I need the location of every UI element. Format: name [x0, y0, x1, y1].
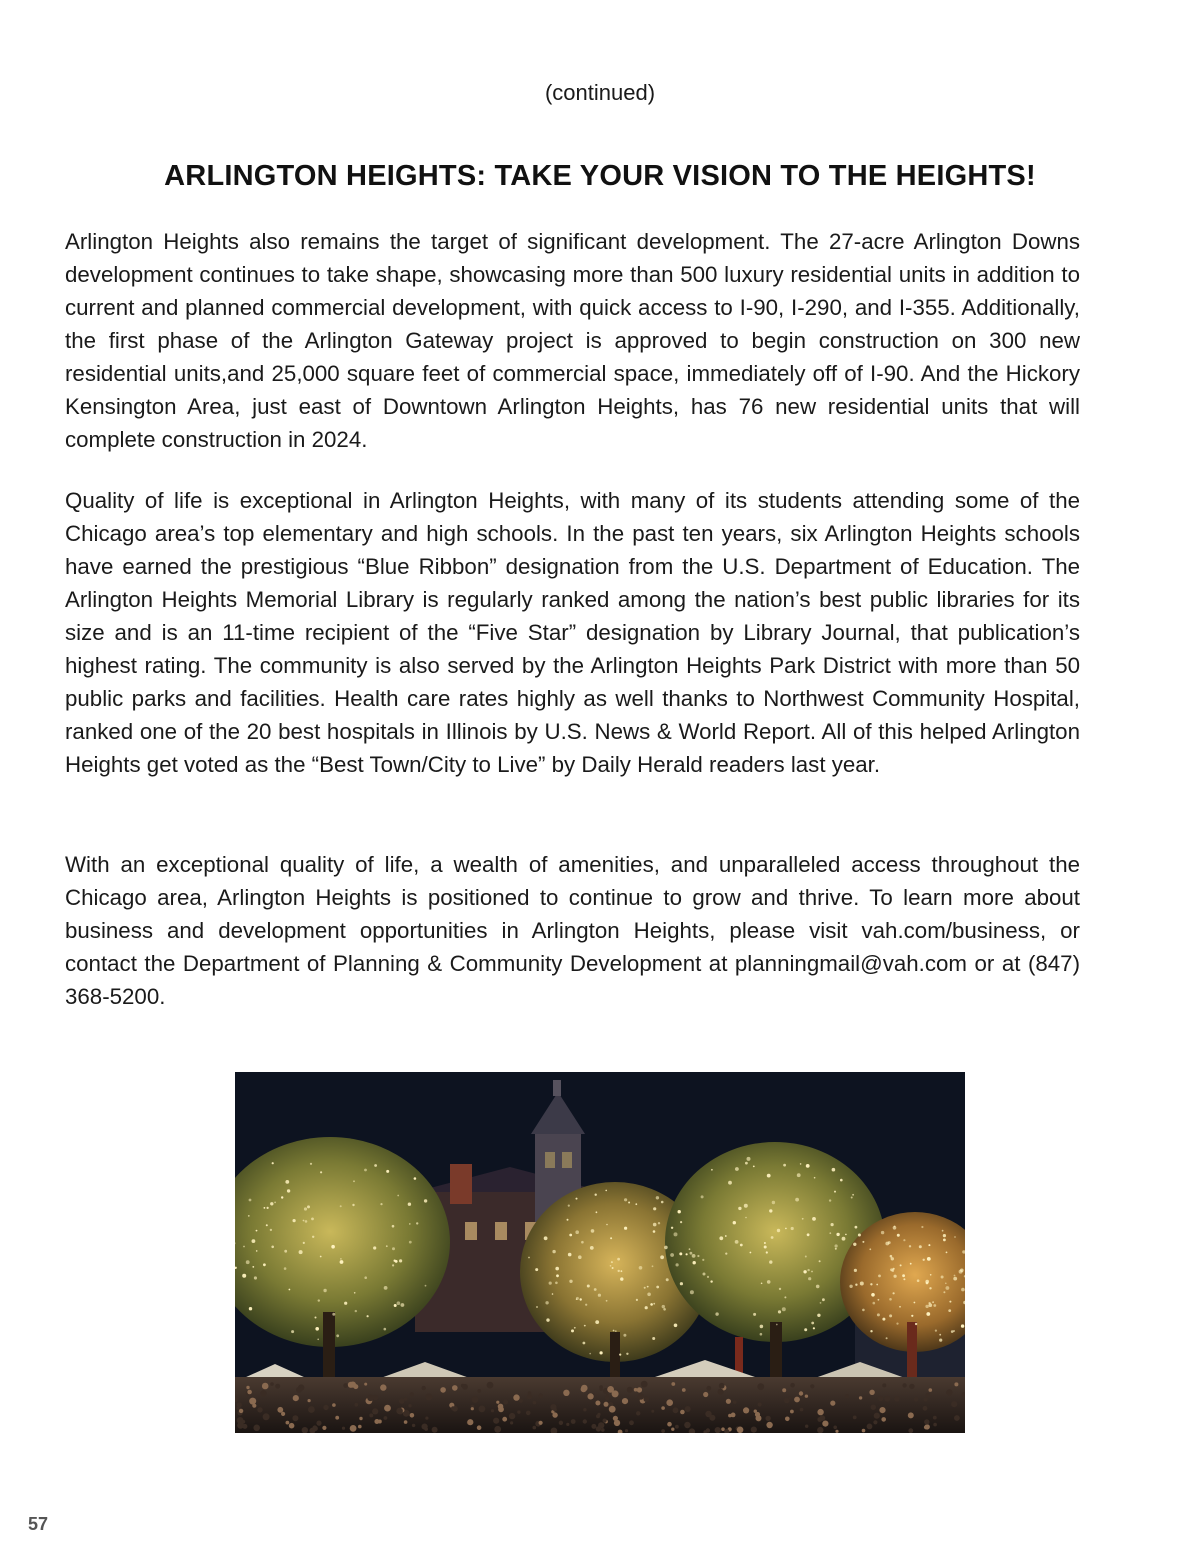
festival-night-photo	[235, 1072, 965, 1433]
page-number: 57	[28, 1514, 49, 1534]
article-title: ARLINGTON HEIGHTS: TAKE YOUR VISION TO THE HEIGHTS!	[164, 160, 1036, 192]
article-paragraph-2: Quality of life is exceptional in Arlington Heights, with many of its students attending some of the Chicago area’s top elementary and high schools. In the past ten years, six Arlington Heights schools have earned the prestigious “Blue Ribbon” designation from the U.S. Department of Education. The Arlington Heights Memorial Library is regularly ranked among the nation’s best public libraries for its size and is an 11-time recipient of the “Five Star” designation by Library Journal, that publication’s highest rating. The community is also served by the Arlington Heights Park District with more than 50 public parks and facilities. Health care rates highly as well thanks to Northwest Community Hospital, ranked one of the 20 best hospitals in Illinois by U.S. News & World Report. All of this helped Arlington Heights get voted as the “Best Town/City to Live” by Daily Herald readers last year.	[65, 488, 1080, 777]
article-paragraph-1: Arlington Heights also remains the target of significant development. The 27-acre Arlington Downs development continues to take shape, showcasing more than 500 luxury residential units in addition to current and planned commercial development, with quick access to I-90, I-290, and I-355. Additionally, the first phase of the Arlington Gateway project is approved to begin construction on 300 new residential units,and 25,000 square feet of commercial space, immediately off of I-90. And the Hickory Kensington Area, just east of Downtown Arlington Heights, has 76 new residential units that will complete construction in 2024.	[65, 229, 1080, 452]
continued-label: (continued)	[544, 80, 656, 105]
article-paragraph-3: With an exceptional quality of life, a wealth of amenities, and unparalleled access throughout the Chicago area, Arlington Heights is positioned to continue to grow and thrive. To learn more about business and development opportunities in Arlington Heights, please visit vah.com/business, or contact the Department of Planning & Community Development at planningmail@vah.com or at (847) 368-5200.	[65, 852, 1080, 1009]
